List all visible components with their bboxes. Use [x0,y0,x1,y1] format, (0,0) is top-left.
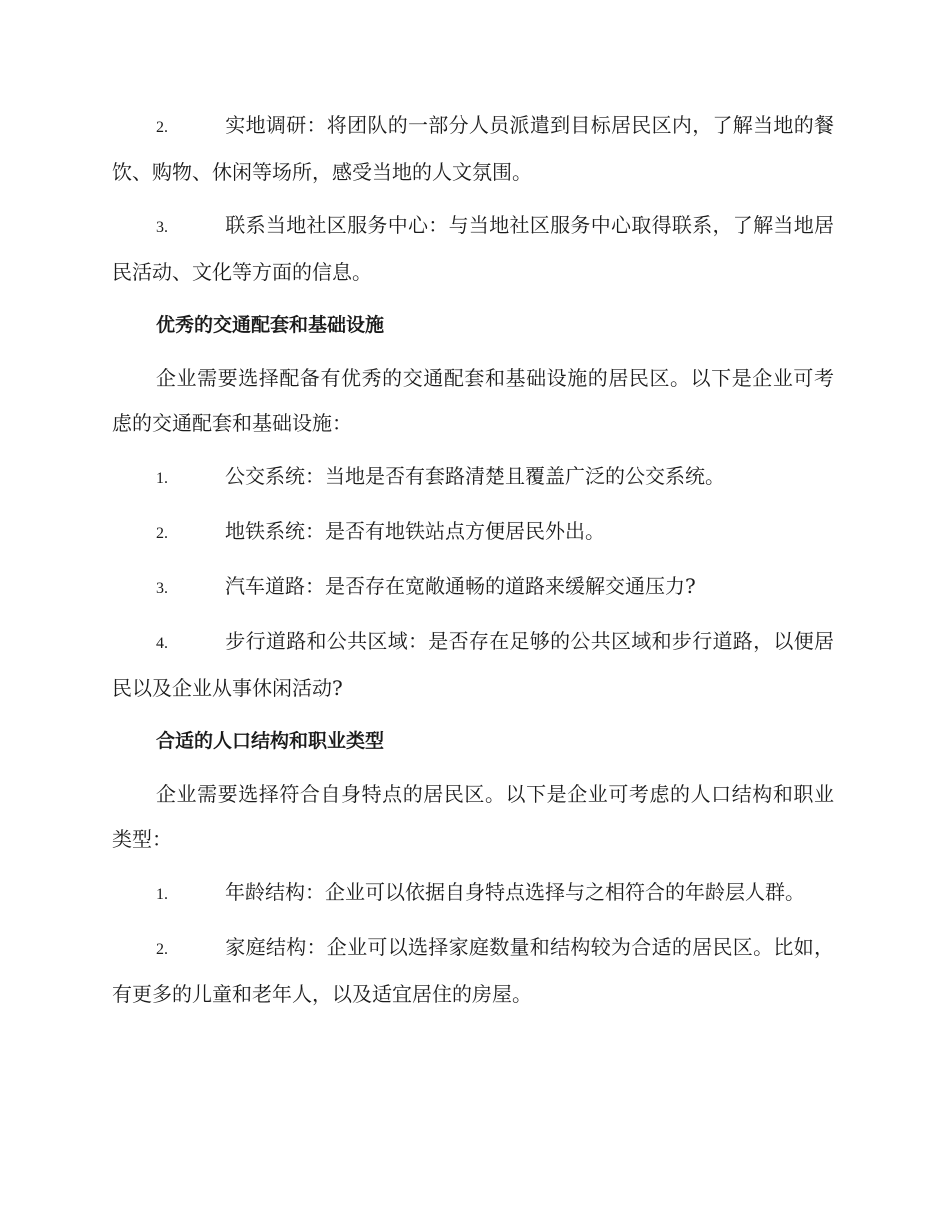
list-item-text: 公交系统：当地是否有套路清楚且覆盖广泛的公交系统。 [225,464,725,488]
list-item-number: 1. [156,470,168,487]
list-item [112,619,834,711]
document-body [112,103,834,1025]
list-item-number: 3. [156,219,168,236]
list-item-text: 地铁系统：是否有地铁站点方便居民外出。 [225,519,605,543]
list-item-number: 4. [156,635,168,652]
list-item-number: 2. [156,119,168,136]
list-item [112,454,834,501]
list-item-number: 2. [156,525,168,542]
paragraph: 企业需要选择符合自身特点的居民区。以下是企业可考虑的人口结构和职业类型： [112,782,834,851]
list-item-text: 汽车道路：是否存在宽敞通畅的道路来缓解交通压力? [225,574,696,598]
list-item-number: 3. [156,580,168,597]
list-item-text: 联系当地社区服务中心：与当地社区服务中心取得联系，了解当地居民活动、文化等方面的信息。 [112,213,834,284]
list-item [112,103,834,195]
list-item [112,925,834,1017]
list-item-number: 1. [156,886,168,903]
list-item-text: 步行道路和公共区域：是否存在足够的公共区域和步行道路，以便居民以及企业从事休闲活动? [112,629,834,700]
list-item-text: 家庭结构：企业可以选择家庭数量和结构较为合适的居民区。比如，有更多的儿童和老年人，以及适宜居住的房屋。 [112,935,834,1006]
list-item [112,509,834,556]
list-item [112,203,834,295]
list-item-text: 年龄结构：企业可以依据自身特点选择与之相符合的年龄层人群。 [225,880,805,904]
section-heading-transport: 优秀的交通配套和基础设施 [156,314,385,336]
section-heading-population: 合适的人口结构和职业类型 [156,730,385,752]
list-item [112,564,834,611]
list-item-text: 实地调研：将团队的一部分人员派遣到目标居民区内，了解当地的餐饮、购物、休闲等场所，感受当地的人文氛围。 [112,113,834,184]
list-item [112,870,834,917]
list-item-number: 2. [156,941,168,958]
paragraph: 企业需要选择配备有优秀的交通配套和基础设施的居民区。以下是企业可考虑的交通配套和基础设施： [112,366,834,435]
